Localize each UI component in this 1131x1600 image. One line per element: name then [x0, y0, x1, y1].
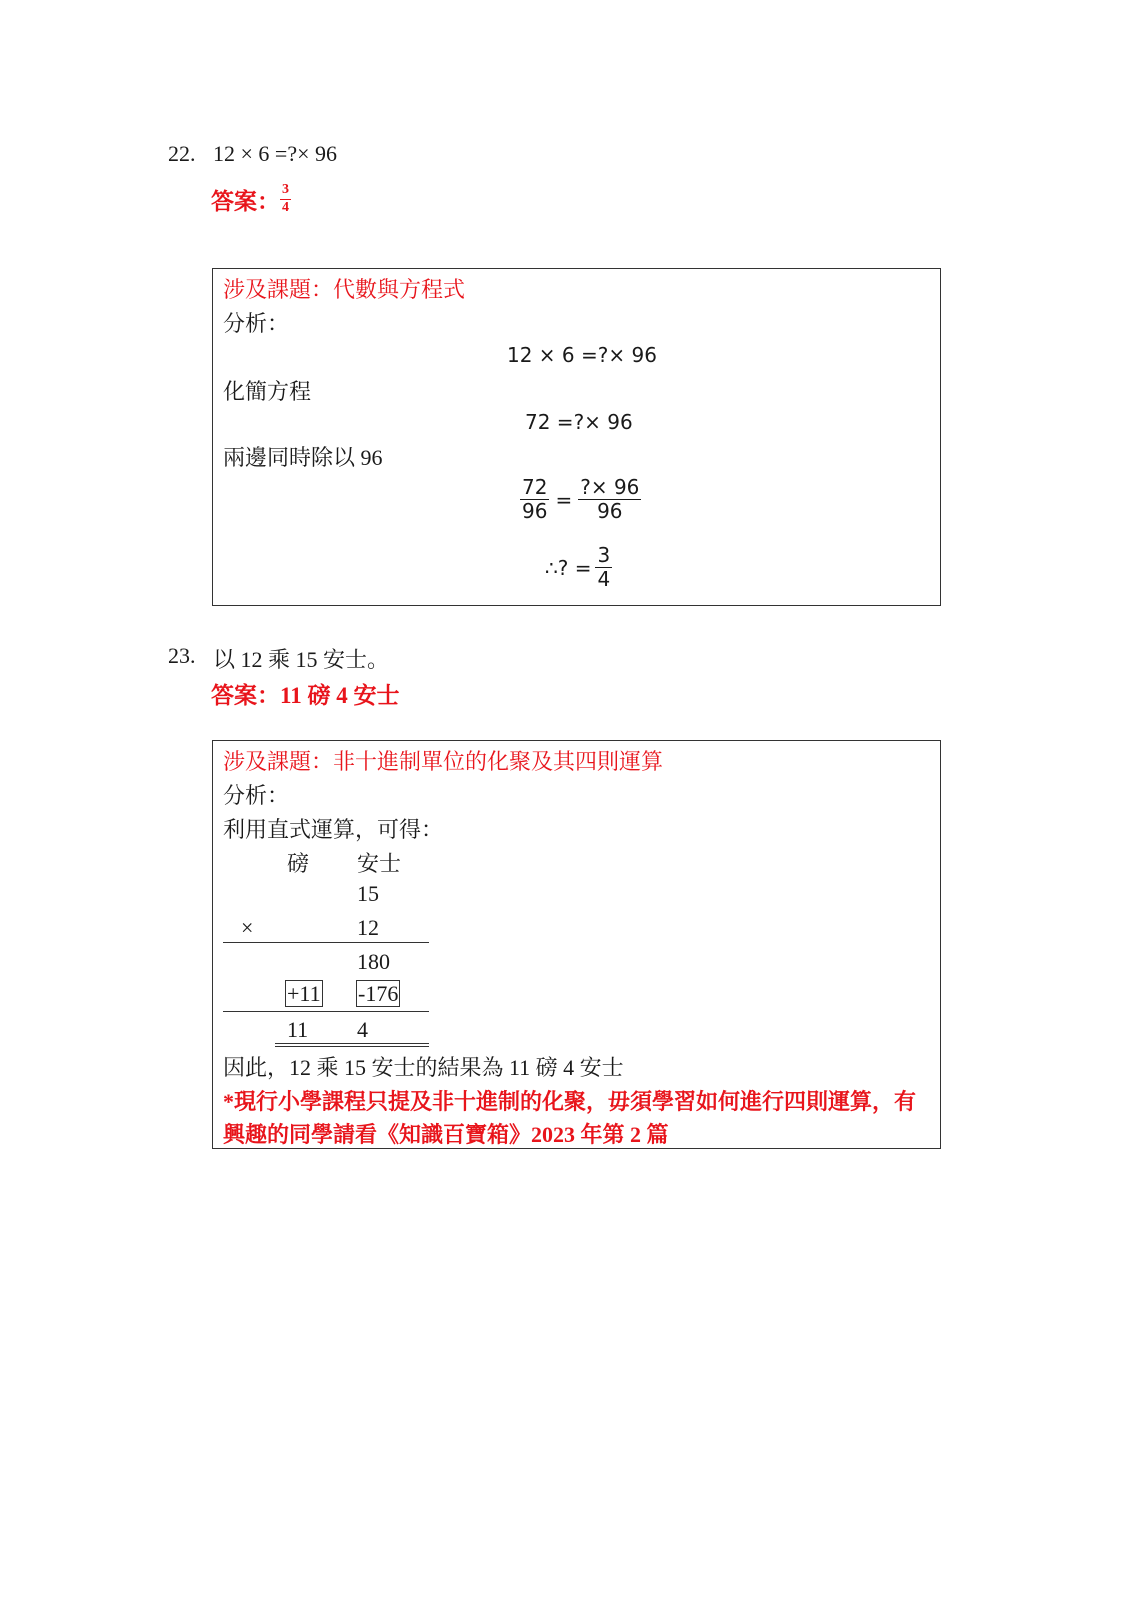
row-4-ounce: [356, 981, 400, 1007]
result-prefix: ∴? =: [545, 555, 592, 580]
analysis-box-23: [212, 740, 941, 1149]
double-line-top: [275, 1043, 429, 1044]
answer-22-denominator: 4: [282, 200, 289, 215]
equation-2: 72 =?× 96: [525, 410, 633, 434]
result-denominator: 4: [597, 567, 611, 591]
row-5-ounce: 4: [357, 1017, 368, 1042]
analysis-label-23: 分析：: [223, 783, 290, 808]
result-numerator: 3: [597, 543, 611, 567]
answer-22-fraction: [280, 183, 291, 215]
fraction-left-denominator: 96: [522, 499, 548, 523]
fraction-right-denominator: 96: [597, 499, 623, 523]
step-simplify: 化簡方程: [223, 379, 312, 404]
equation-1: 12 × 6 =?× 96: [507, 343, 657, 367]
note-line-1: *現行小學課程只提及非十進制的化聚，毋須學習如何進行四則運算，有: [223, 1089, 917, 1114]
analysis-label-22: 分析：: [223, 311, 290, 336]
step-divide: 兩邊同時除以 96: [223, 445, 383, 470]
answer-22-label: 答案：: [211, 189, 280, 214]
fraction-left: [520, 477, 549, 522]
row-2-ounce: 12: [357, 915, 379, 940]
conclusion-text: 因此，12 乘 15 安士的結果為 11 磅 4 安士: [223, 1055, 624, 1080]
times-sign: ×: [241, 915, 254, 940]
row-4-pound: [285, 981, 323, 1007]
row-3-ounce: 180: [357, 949, 390, 974]
divider-line-1: [223, 942, 429, 943]
carry-pound-box: +11: [287, 981, 321, 1006]
divider-line-2: [223, 1011, 429, 1012]
question-22-text: 12 × 6 =?× 96: [213, 141, 337, 166]
topic-23: 涉及課題：非十進制單位的化聚及其四則運算: [223, 749, 664, 774]
analysis-box-22: [212, 268, 941, 606]
topic-22: 涉及課題：代數與方程式: [223, 277, 466, 302]
fraction-left-numerator: 72: [522, 475, 548, 499]
result-fraction: [595, 545, 612, 590]
double-line-bottom: [275, 1046, 429, 1047]
answer-22: [211, 183, 291, 216]
question-23-number: 23.: [168, 643, 196, 668]
note-line-2: 興趣的同學請看《知識百寶箱》2023 年第 2 篇: [223, 1122, 669, 1147]
equals-sign: =: [555, 487, 573, 512]
answer-22-numerator: 3: [280, 183, 291, 200]
row-5-pound: 11: [287, 1017, 309, 1042]
question-22-number: 22.: [168, 141, 196, 166]
result-equation: [545, 545, 612, 590]
fraction-right-numerator: ?× 96: [580, 475, 640, 499]
fraction-equation: [520, 477, 641, 522]
fraction-right: [578, 477, 641, 522]
intro-text: 利用直式運算，可得：: [223, 817, 444, 842]
column-header-pound: 磅: [287, 851, 310, 876]
carry-ounce-box: -176: [358, 981, 399, 1006]
answer-23: 答案：11 磅 4 安士: [211, 683, 400, 708]
column-header-ounce: 安士: [357, 851, 402, 876]
row-1-ounce: 15: [357, 881, 379, 906]
question-23-text: 以 12 乘 15 安士。: [213, 647, 390, 672]
